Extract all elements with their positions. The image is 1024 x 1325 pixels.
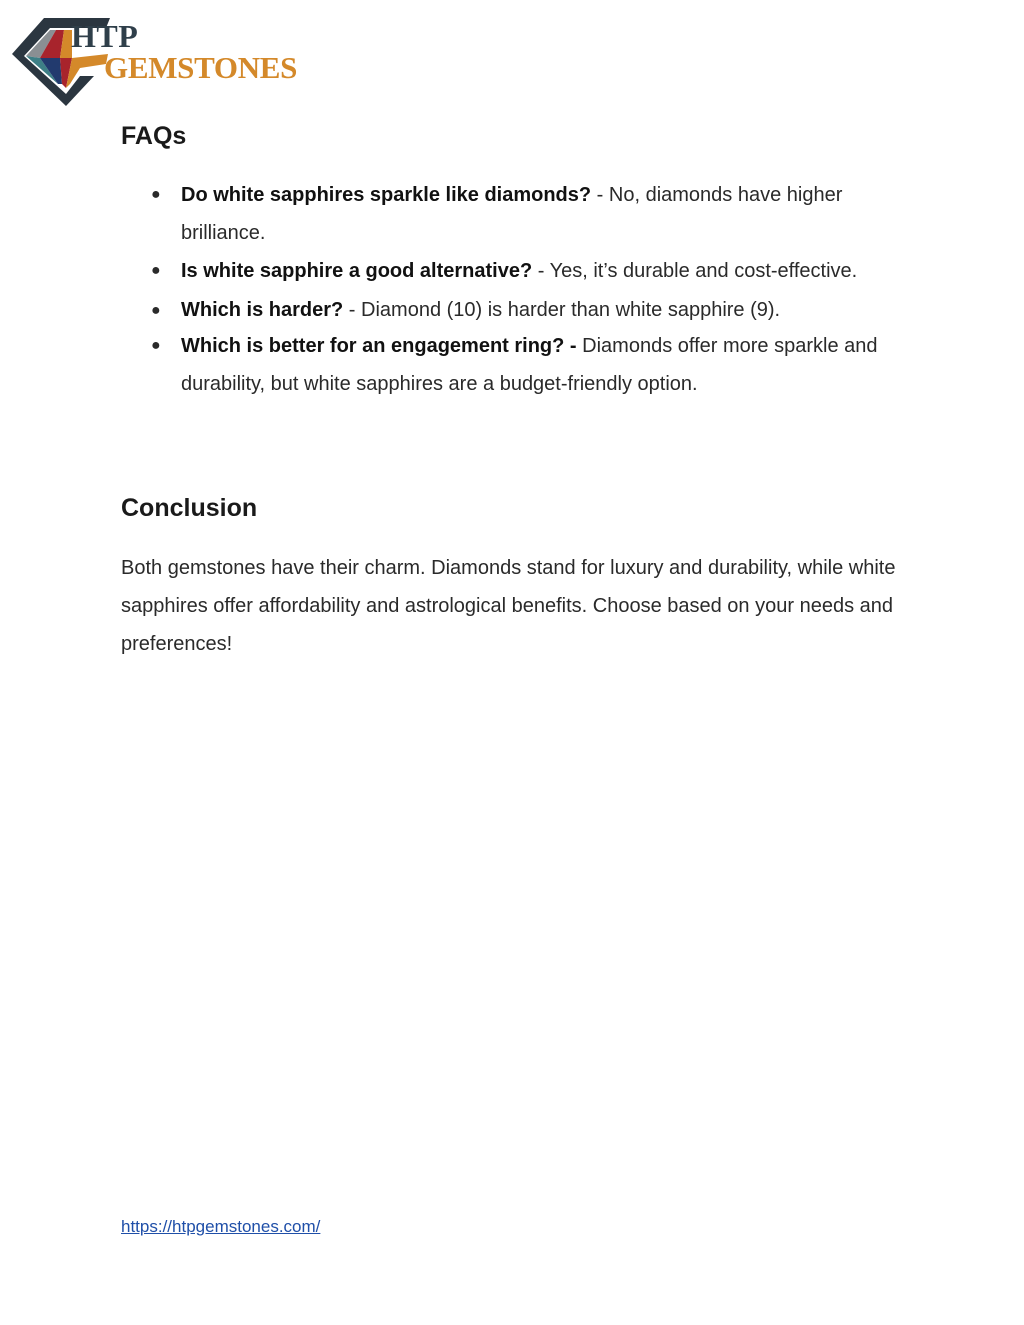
logo-text-htp: HTP [71, 18, 139, 54]
faq-item [121, 327, 911, 403]
bullet-icon: ● [151, 302, 161, 319]
faq-item [121, 176, 911, 252]
faq-question: Which is better for an engagement ring? - [181, 335, 583, 357]
faq-answer: Diamonds offer more sparkle and durability, but white sapphires are a budget-friendly option. [181, 335, 878, 395]
faq-answer: - Yes, it’s durable and cost-effective. [532, 260, 858, 282]
bullet-icon: ● [151, 186, 161, 203]
faqs-heading: FAQs [121, 122, 187, 150]
conclusion-heading: Conclusion [121, 494, 258, 522]
faq-answer: - Diamond (10) is harder than white sapphire (9). [343, 299, 781, 321]
faq-answer: - No, diamonds have higher brilliance. [181, 184, 843, 244]
faq-item [121, 252, 911, 290]
brand-logo [10, 14, 310, 106]
conclusion-paragraph: Both gemstones have their charm. Diamonds stand for luxury and durability, while white sapphires offer affordability and astrological benefits. Choose based on your needs and preferences! [121, 557, 896, 655]
faq-list [121, 176, 911, 403]
website-link[interactable]: https://htpgemstones.com/ [121, 1217, 321, 1236]
faq-question: Do white sapphires sparkle like diamonds? [181, 184, 592, 206]
faq-question: Is white sapphire a good alternative? [181, 260, 533, 282]
faq-question: Which is harder? [181, 299, 344, 321]
bullet-icon: ● [151, 337, 161, 354]
bullet-icon: ● [151, 262, 161, 279]
faq-item [121, 294, 911, 327]
logo-text-gemstones: GEMSTONES [104, 50, 298, 85]
